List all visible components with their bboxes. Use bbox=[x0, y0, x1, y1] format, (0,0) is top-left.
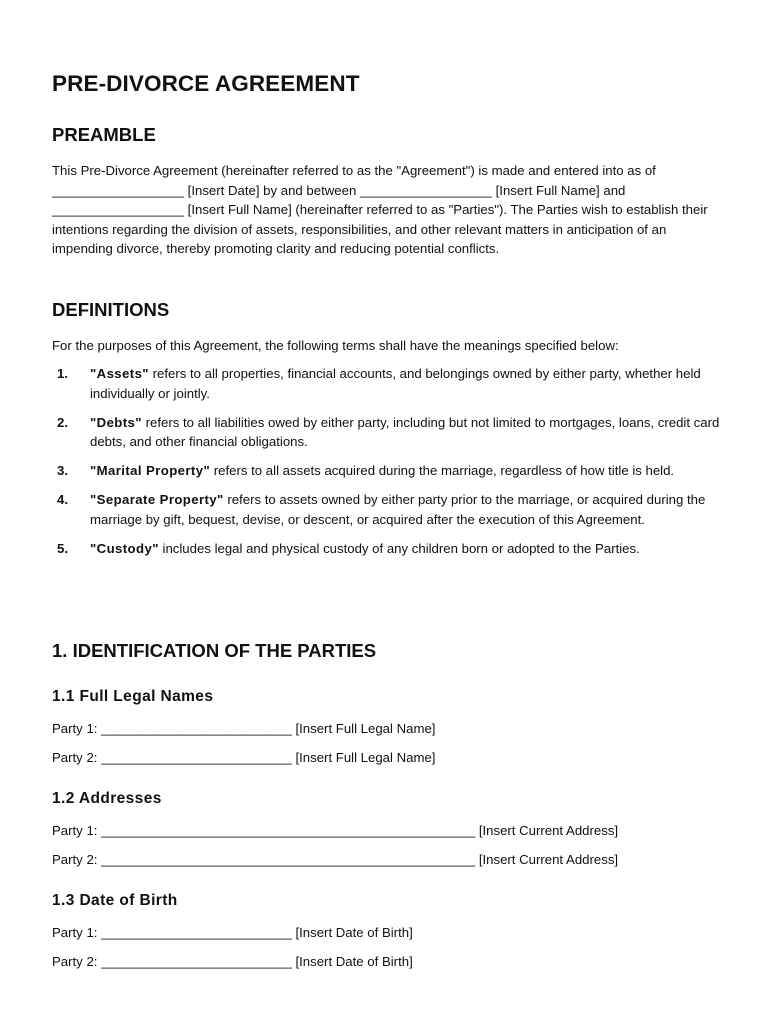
preamble-heading: PREAMBLE bbox=[52, 124, 156, 145]
party-2-address-field: Party 2: ___________________________________________________ [Insert Current Address] bbox=[52, 852, 619, 867]
definition-item-marital-property bbox=[52, 461, 732, 481]
definition-number: 2. bbox=[57, 414, 68, 430]
definition-number: 4. bbox=[57, 492, 68, 507]
party-2-dob-field: Party 2: __________________________ [Insert Date of Birth] bbox=[52, 954, 413, 969]
definition-term: "Marital Property" bbox=[90, 463, 211, 478]
definition-text: refers to assets owned by either party prior to the marriage, or acquired during the marriage by gift, bequest, devise, or descent, or acquired after the execution of this Agreement. bbox=[90, 492, 706, 527]
party-1-dob-field: Party 1: __________________________ [Insert Date of Birth] bbox=[52, 925, 413, 940]
section-1-1-heading: 1.1 Full Legal Names bbox=[52, 688, 214, 705]
definitions-list bbox=[52, 364, 732, 568]
definition-number: 1. bbox=[57, 366, 68, 381]
definition-text: includes legal and physical custody of any children born or adopted to the Parties. bbox=[158, 540, 640, 556]
definitions-intro: For the purposes of this Agreement, the following terms shall have the meanings specified below: bbox=[52, 338, 619, 353]
definition-text: refers to all properties, financial accounts, and belongings owned by either party, whether held individually or jointly. bbox=[90, 366, 701, 401]
definition-term: "Custody" bbox=[90, 540, 159, 556]
section-1-heading: 1. IDENTIFICATION OF THE PARTIES bbox=[52, 640, 377, 661]
definition-item-custody bbox=[52, 539, 732, 559]
definition-text: refers to all liabilities owed by either party, including but not limited to mortgages, loans, credit card debts, and other financial obligations. bbox=[90, 414, 720, 449]
document-title: PRE-DIVORCE AGREEMENT bbox=[52, 71, 360, 96]
definition-term: "Assets" bbox=[90, 366, 149, 381]
definition-number: 3. bbox=[57, 463, 68, 478]
section-1-3-heading: 1.3 Date of Birth bbox=[52, 892, 178, 909]
party-1-name-field: Party 1: __________________________ [Insert Full Legal Name] bbox=[52, 721, 436, 736]
section-1-2-heading: 1.2 Addresses bbox=[52, 790, 162, 807]
definition-item-separate-property bbox=[52, 490, 732, 529]
definition-number: 5. bbox=[57, 540, 68, 556]
definition-text: refers to all assets acquired during the marriage, regardless of how title is held. bbox=[210, 463, 675, 478]
party-1-address-field: Party 1: ___________________________________________________ [Insert Current Address] bbox=[52, 823, 619, 838]
preamble-text: This Pre-Divorce Agreement (hereinafter referred to as the "Agreement") is made and entered into as of __________________ [Insert Date] by and between __________________ [Insert Full Name] and __________________ [Insert Full Name] (hereinafter referred to as "Parties"). The Parties wish to establish their intentions regarding the division of assets, responsibilities, and other relevant matters in anticipation of an impending divorce, thereby promoting clarity and reducing potential conflicts. bbox=[52, 163, 708, 256]
definition-term: "Debts" bbox=[90, 414, 142, 430]
definitions-heading: DEFINITIONS bbox=[52, 299, 170, 320]
party-2-name-field: Party 2: __________________________ [Insert Full Legal Name] bbox=[52, 750, 436, 765]
definition-item-debts bbox=[52, 413, 732, 452]
definition-item-assets bbox=[52, 364, 732, 403]
definition-term: "Separate Property" bbox=[90, 492, 224, 507]
